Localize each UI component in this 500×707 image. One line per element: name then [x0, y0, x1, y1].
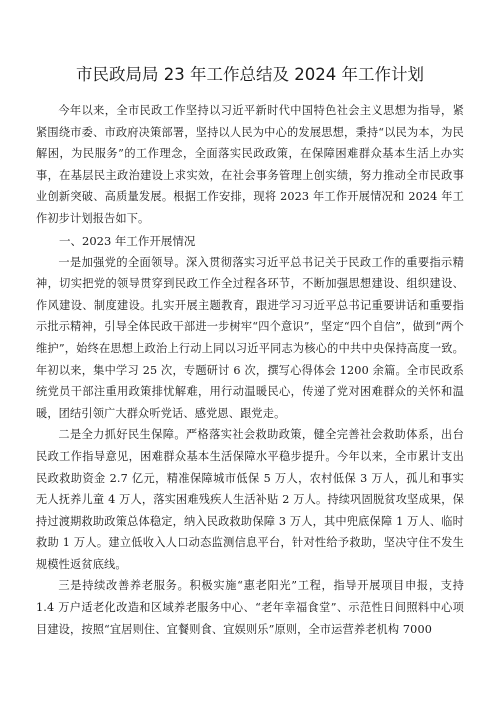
body-paragraph-1: 一是加强党的全面领导。深入贯彻落实习近平总书记关于民政工作的重要指示精神，切实把党的领导贯穿到民政工作全过程各环节，不断加强思想建设、组织建设、作风建设、制度建设。扎实开展主题教育，跟进学习习近平总书记重要讲话和重要指示批示精神，引导全体民政干部进一步树牢“四个意识”，坚定“四个自信”，做到“两个维护”，始终在思想上政治上行动上同以习近平同志为核心的中共中央保持高度一致。年初以来，集中学习 25 次，专题研讨 6 次，撰写心得体会 1200 余篇。全市民政系统党员干部注重用政策排忧解难，用行动温暖民心，传递了党对困难群众的关怀和温暖，团结引领广大群众听党话、感党恩、跟党走。 [36, 255, 464, 420]
body-paragraph-2: 二是全力抓好民生保障。严格落实社会救助政策，健全完善社会救助体系，出台民政工作指导意见，困难群众基本生活保障水平稳步提升。今年以来，全市累计支出民政救助资金 2.7 亿元，精准保障城市低保 5 万人，农村低保 3 万人，孤儿和事实无人抚养儿童 4 万人，落实困难残疾人生活补贴 2 万人。持续巩固脱贫攻坚成果，保持过渡期救助政策总体稳定，纳入民政救助保障 3 万人，其中兜底保障 1 万人、临时救助 1 万人。建立低收入人口动态监测信息平台，针对性给予救助，坚决守住不发生规模性返贫底线。 [36, 428, 464, 571]
intro-paragraph: 今年以来，全市民政工作坚持以习近平新时代中国特色社会主义思想为指导，紧紧围绕市委、市政府决策部署，坚持以人民为中心的发展思想，秉持“以民为本，为民解困，为民服务”的工作理念，全面落实民政政策，在保障困难群众基本生活上办实事，在基层民主政治建设上求实效，在社会事务管理上创实绩，努力推动全市民政事业创新突破、高质量发展。根据工作安排，现将 2023 年工作开展情况和 2024 年工作初步计划报告如下。 [36, 104, 464, 225]
section-heading: 一、2023 年工作开展情况 [59, 233, 196, 248]
body-paragraph-3: 三是持续改善养老服务。积极实施“惠老阳光”工程，指导开展项目申报，支持 1.4 万户适老化改造和区域养老服务中心、“老年幸福食堂”、示范性日间照料中心项目建设，按照“宜居则住、宜餐则食、宜娱则乐”原则，全市运营养老机构 7000 [36, 579, 464, 636]
document-title: 市民政局局 23 年工作总结及 2024 年工作计划 [76, 65, 424, 84]
